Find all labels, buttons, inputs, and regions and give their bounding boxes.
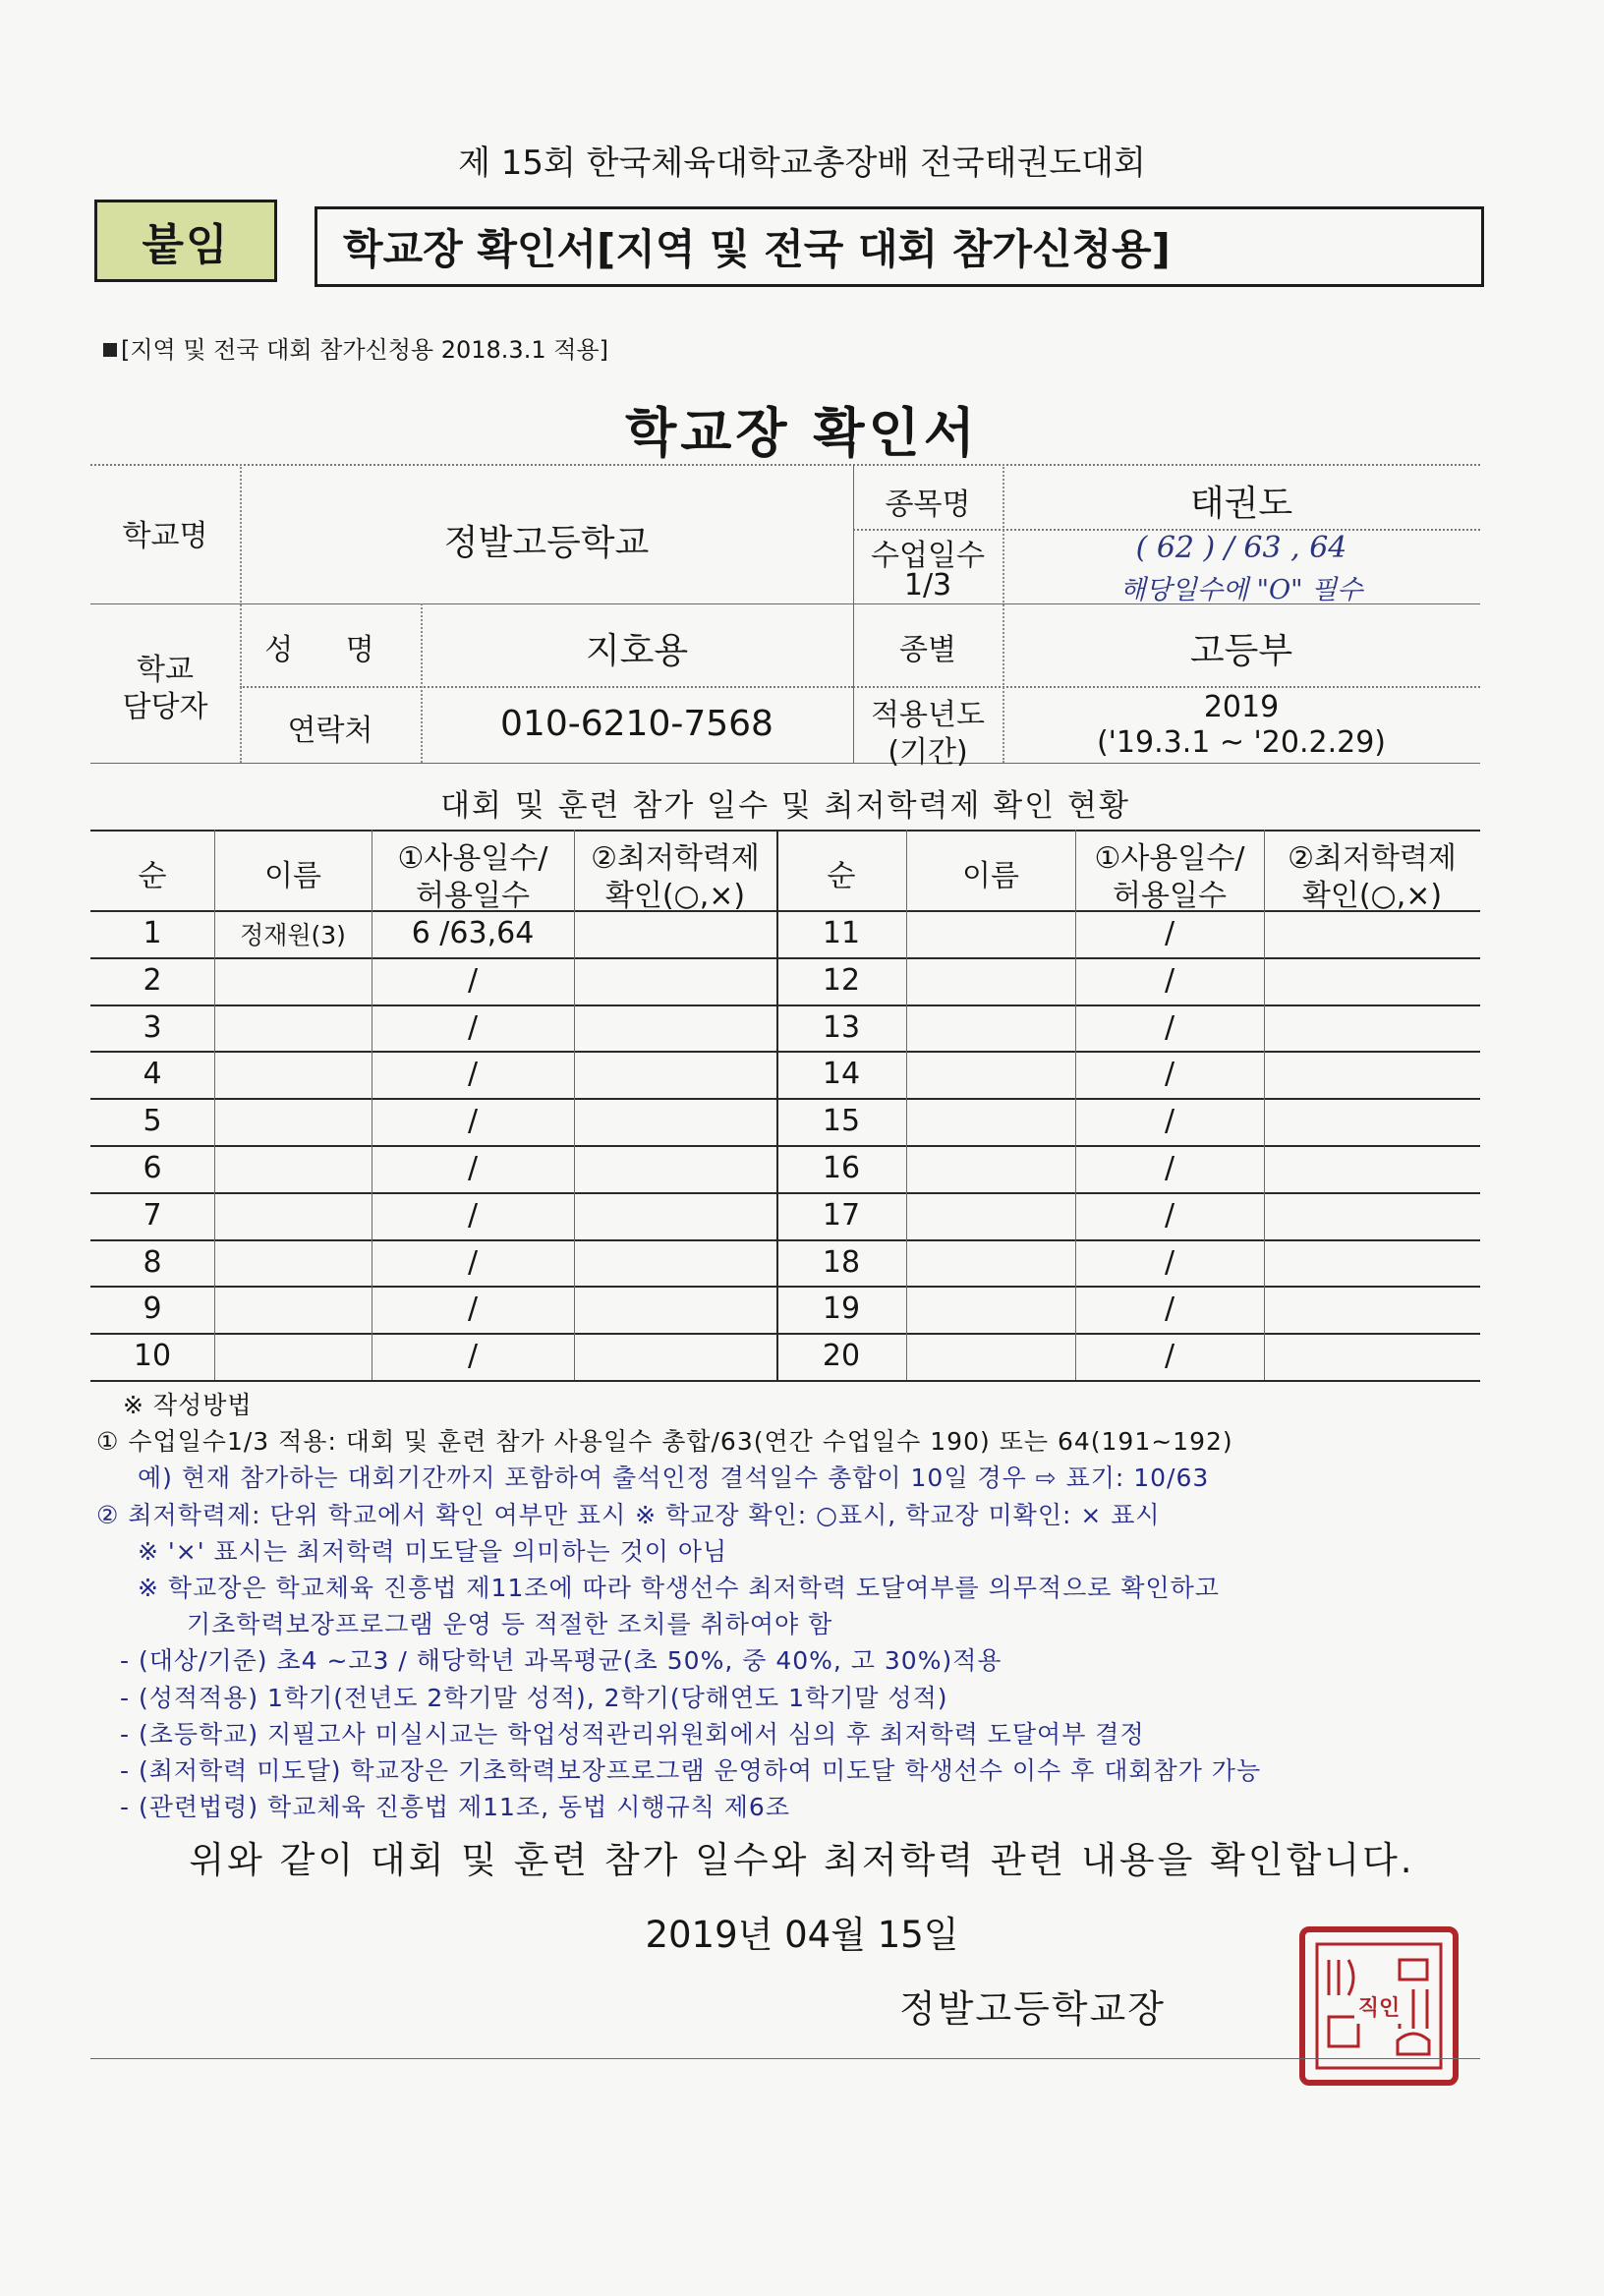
instruction-line: - (성적적용) 1학기(전년도 2학기말 성적), 2학기(당해연도 1학기말 성적) [120,1683,948,1712]
ptable-top-border [90,830,1480,832]
header-no-left: 순 [138,859,167,893]
instruction-line: 기초학력보장프로그램 운영 등 적절한 조치를 취하여야 함 [187,1610,833,1639]
year-label-1: 적용년도 [871,698,985,732]
document-title: 학교장 확인서 [625,402,979,464]
info-bottom-border [90,763,1480,764]
header-min-left-2: 확인(○,×) [604,879,746,913]
ptable-bottom-border [90,1380,1480,1382]
instruction-line: - (대상/기준) 초4 ~고3 / 해당학년 과목평균(초 50%, 중 40%, 고 30%)적용 [120,1646,1002,1676]
school-label: 학교명 [122,519,208,553]
instruction-line: ① 수업일수1/3 적용: 대회 및 훈련 참가 사용일수 총합/63(연간 수업일수 190) 또는 64(191~192) [96,1427,1233,1457]
ptable-row-line [90,1004,1480,1006]
row-days: / [467,1339,479,1374]
row-number: 18 [822,1244,861,1280]
row-number: 1 [143,916,162,950]
name-label: 성 명 [264,633,396,667]
event-value: 태권도 [1189,484,1293,524]
row-days: / [467,1197,479,1233]
school-days-value: ( 62 ) / 63 , 64 [1135,531,1347,565]
school-days-note: 해당일수에 "O" 필수 [1119,575,1363,605]
row-days: / [467,1057,479,1092]
instruction-line: 예) 현재 참가하는 대회기간까지 포함하여 출석인정 결석일수 총합이 10일 경우 ⇨ 표기: 10/63 [138,1464,1210,1493]
year-label-2: (기간) [888,735,968,770]
row-days: / [1164,1244,1175,1280]
row-number: 16 [822,1151,861,1185]
participation-table-title: 대회 및 훈련 참가 일수 및 최저학력제 확인 현황 [440,788,1130,824]
row-number: 19 [822,1292,861,1327]
header-name-right: 이름 [962,859,1019,893]
row-days: / [1164,1104,1175,1139]
row-days: / [467,1151,479,1185]
row-days: 6 /63,64 [411,916,535,950]
contact-value: 010-6210-7568 [500,704,773,744]
row-number: 20 [822,1339,861,1374]
attachment-badge: 붙임 [94,200,277,282]
form-title-text: 학교장 확인서[지역 및 전국 대회 참가신청용] [343,225,1171,273]
ptable-row-line [90,1333,1480,1335]
school-days-label-2: 1/3 [903,568,952,603]
form-title [315,206,1484,287]
row-days: / [1164,1292,1175,1327]
instruction-line: ② 최저학력제: 단위 학교에서 확인 여부만 표시 ※ 학교장 확인: ○표시, 학교장 미확인: × 표시 [96,1500,1161,1529]
row-days: / [467,1244,479,1280]
instruction-line: - (초등학교) 지필고사 미실시교는 학업성적관리위원회에서 심의 후 최저학력 도달여부 결정 [120,1719,1145,1749]
row-number: 13 [822,1009,861,1045]
ptable-vline-1 [214,830,215,1380]
instruction-line: ※ 작성방법 [123,1391,253,1419]
competition-title: 제 15회 한국체육대학교총장배 전국태권도대회 [458,144,1146,183]
row-number: 10 [133,1339,172,1374]
row-number: 8 [143,1244,162,1280]
row-days: / [467,1009,479,1045]
issue-date: 2019년 04월 15일 [645,1914,959,1956]
school-seal-icon [1299,1926,1459,2086]
ptable-row-line [90,1239,1480,1241]
header-name-left: 이름 [264,859,321,893]
ptable-row-line [90,957,1480,959]
header-days-left-1: ①사용일수/ [397,841,548,876]
row-days: / [467,962,479,998]
confirmation-statement: 위와 같이 대회 및 훈련 참가 일수와 최저학력 관련 내용을 확인합니다. [189,1839,1415,1881]
row-days: / [1164,1151,1175,1185]
row-number: 6 [143,1151,162,1185]
row-days: / [1164,962,1175,998]
ptable-row-line [90,1192,1480,1194]
event-label: 종목명 [885,488,971,522]
row-number: 14 [822,1057,861,1092]
row-days: / [1164,1197,1175,1233]
row-days: / [467,1104,479,1139]
header-days-right-2: 허용일수 [1113,879,1227,913]
header-days-right-1: ①사용일수/ [1094,841,1245,876]
row-number: 4 [143,1057,162,1092]
row-number: 12 [822,962,861,998]
row-days: / [1164,1339,1175,1374]
row-number: 3 [143,1009,162,1045]
seal-text: 직인 [1354,1989,1404,2024]
row-number: 11 [822,916,861,950]
row-days: / [467,1292,479,1327]
info-top-border [90,464,1480,466]
row-number: 7 [143,1197,162,1233]
row-days: / [1164,1009,1175,1045]
instruction-line: - (최저학력 미도달) 학교장은 기초학력보장프로그램 운영하여 미도달 학생선수 이수 후 대회참가 가능 [120,1756,1262,1785]
header-min-left-1: ②최저학력제 [591,841,760,876]
row-days: / [1164,916,1175,950]
instruction-line: - (관련법령) 학교체육 진흥법 제11조, 동법 시행규칙 제6조 [120,1793,790,1822]
name-value: 지호용 [585,631,689,671]
ptable-row-line [90,1098,1480,1100]
ptable-row-line [90,1145,1480,1147]
division-label: 종별 [899,633,956,667]
application-note-text: [지역 및 전국 대회 참가신청용 2018.3.1 적용] [121,336,608,364]
square-bullet-icon [103,343,117,357]
application-note [103,330,608,365]
instruction-line: ※ '×' 표시는 최저학력 미도달을 의미하는 것이 아님 [138,1536,728,1566]
info-manager-divider [240,686,853,688]
info-division-divider [853,686,1480,688]
row-number: 15 [822,1104,861,1139]
row-number: 5 [143,1104,162,1139]
manager-label-1: 학교 [137,653,194,687]
year-value: 2019 [1203,690,1280,724]
division-value: 고등부 [1189,631,1293,671]
contact-label: 연락처 [287,714,373,748]
row-days: / [1164,1057,1175,1092]
ptable-row-line [90,1286,1480,1288]
header-no-right: 순 [827,859,856,893]
header-days-left-2: 허용일수 [416,879,530,913]
school-days-label-1: 수업일수 [871,539,985,573]
ptable-vline-5 [906,830,907,1380]
principal-signature: 정발고등학교장 [899,1987,1166,2031]
instruction-line: ※ 학교장은 학교체육 진흥법 제11조에 따라 학생선수 최저학력 도달여부를 의무적으로 확인하고 [138,1574,1220,1602]
header-min-right-2: 확인(○,×) [1301,879,1443,913]
row-name: 정재원(3) [240,921,346,949]
row-number: 2 [143,962,162,998]
ptable-row-line [90,1051,1480,1053]
row-number: 9 [143,1292,162,1327]
footer-rule [90,2058,1480,2059]
row-number: 17 [822,1197,861,1233]
header-min-right-1: ②최저학력제 [1288,841,1457,876]
year-period: ('19.3.1 ~ '20.2.29) [1096,725,1387,760]
school-value: 정발고등학교 [443,523,650,563]
manager-label-2: 담당자 [122,690,208,724]
